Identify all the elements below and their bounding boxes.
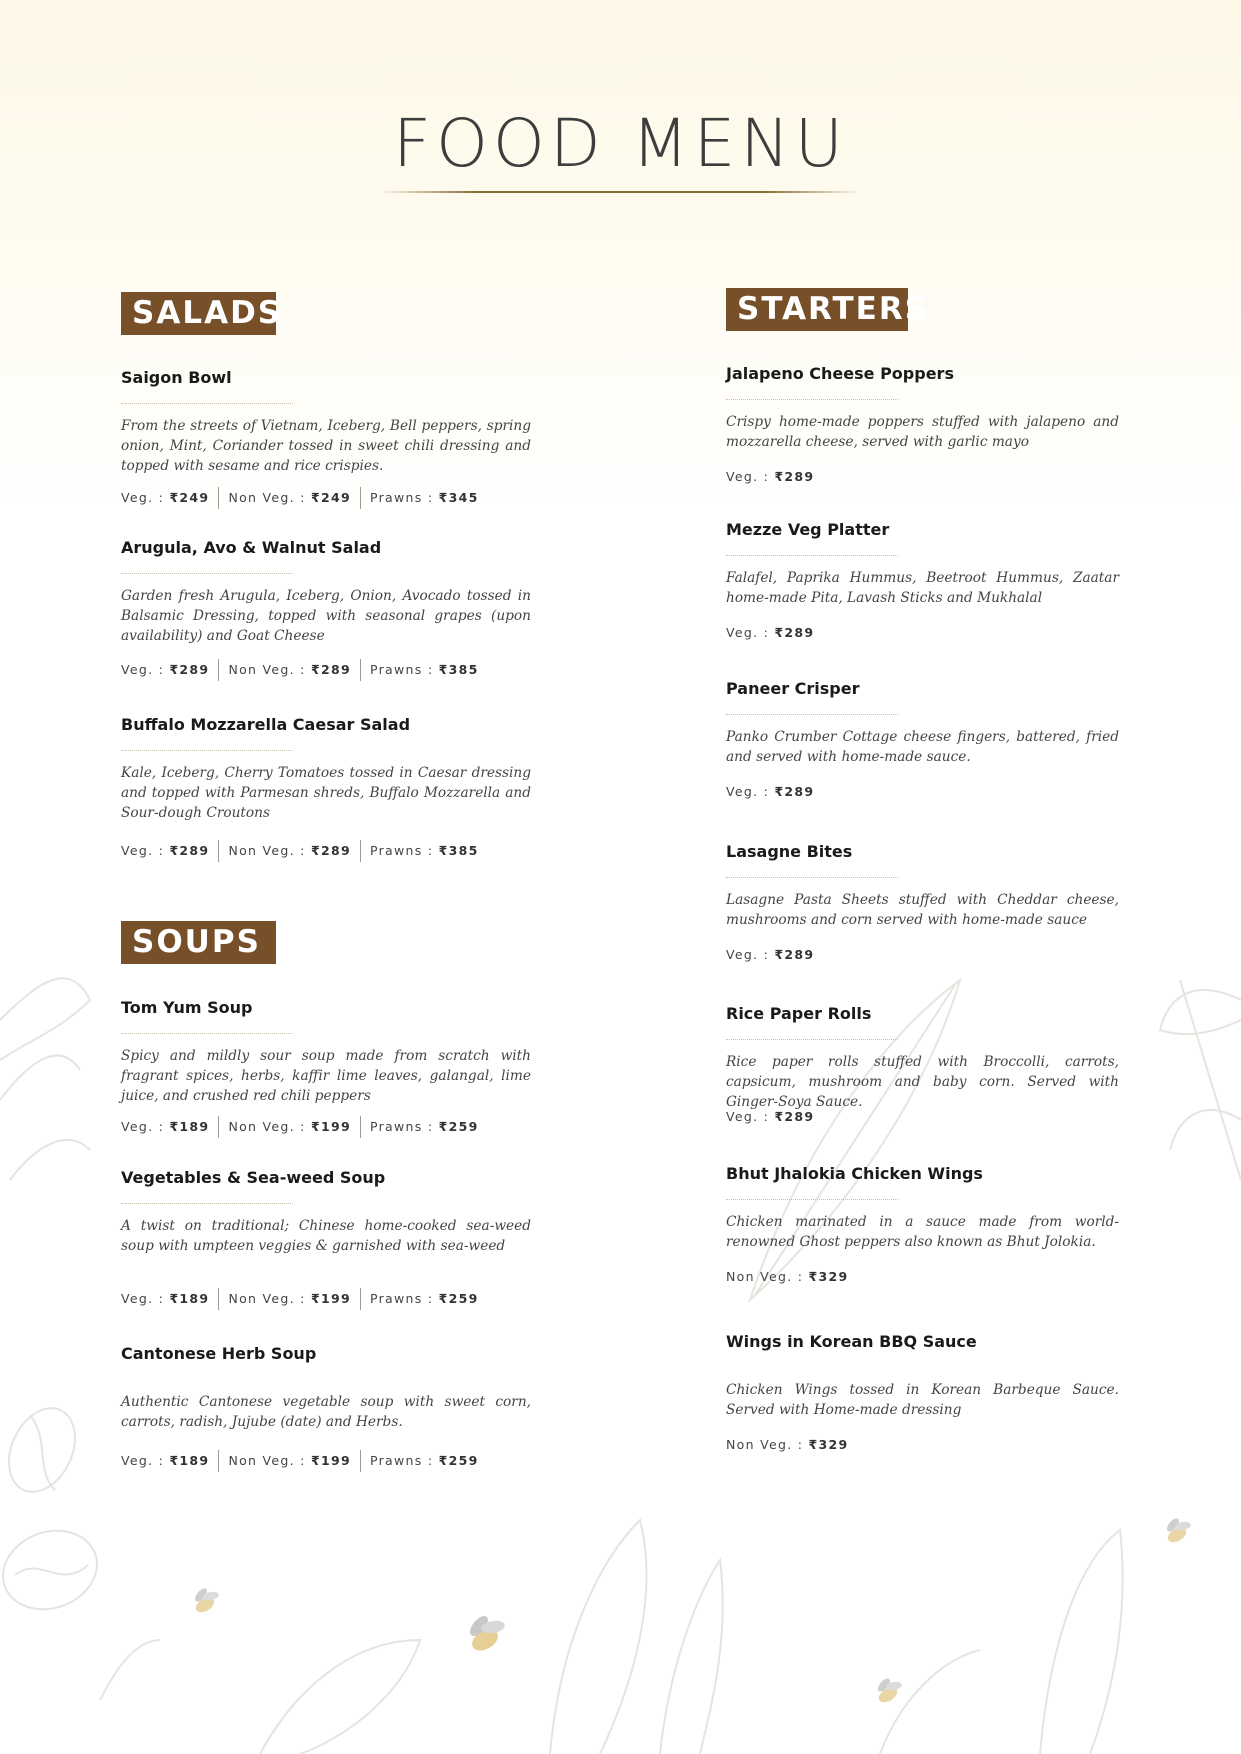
dotted-divider [726,555,898,556]
item-name: Saigon Bowl [121,368,232,387]
item-name: Wings in Korean BBQ Sauce [726,1332,977,1351]
item-name: Vegetables & Sea-weed Soup [121,1168,386,1187]
item-prices [726,1266,858,1288]
item-prices [121,840,488,862]
item-description: Chicken Wings tossed in Korean Barbeque Sauce. Served with Home-made dressing [726,1382,1119,1418]
item-description: Crispy home-made poppers stuffed with jalapeno and mozzarella cheese, served with garlic mayo [726,414,1119,450]
item-description: From the streets of Vietnam, Iceberg, Bell peppers, spring onion, Mint, Coriander tossed in sweet chili dressing and topped with sesame and rice crispies. [121,418,531,474]
item-description: Panko Crumber Cottage cheese fingers, battered, fried and served with home-made sauce. [726,729,1119,765]
item-prices [121,659,488,681]
price-non-veg: Non Veg. : ₹329 [726,1437,849,1452]
item-name: Bhut Jhalokia Chicken Wings [726,1164,983,1183]
item-name: Jalapeno Cheese Poppers [726,364,954,383]
item-description: Falafel, Paprika Hummus, Beetroot Hummus, Zaatar home-made Pita, Lavash Sticks and Mukhalal [726,570,1119,606]
price-veg: Veg. : ₹189 [121,1291,210,1306]
menu-item [121,1343,531,1432]
item-prices [726,1106,823,1128]
dotted-divider [121,1033,293,1034]
dotted-divider [121,1203,293,1204]
price-non-veg: Non Veg. : ₹199 [218,1288,360,1310]
item-description: Authentic Cantonese vegetable soup with sweet corn, carrots, radish, Jujube (date) and Herbs. [121,1394,531,1430]
coffee-bean-icon [0,1397,108,1622]
item-description: Chicken marinated in a sauce made from world-renowned Ghost peppers also known as Bhut Jolokia. [726,1214,1119,1250]
menu-item [121,997,531,1106]
price-non-veg: Non Veg. : ₹199 [218,1450,360,1472]
dotted-divider [726,877,898,878]
price-veg: Veg. : ₹289 [726,1109,815,1124]
item-description: A twist on traditional; Chinese home-cooked sea-weed soup with umpteen veggies & garnished with sea-weed [121,1218,531,1254]
menu-item [121,537,531,646]
menu-item [121,714,531,823]
menu-item [726,1331,1119,1420]
price-prawns: Prawns : ₹259 [360,1450,488,1472]
dotted-divider [121,403,293,404]
menu-item [726,1003,1119,1112]
leaf-icon [1160,980,1241,1180]
section-header-salads: SALADS [121,292,276,335]
menu-item [121,367,531,476]
price-prawns: Prawns : ₹345 [360,487,488,509]
item-name: Tom Yum Soup [121,998,253,1017]
price-veg: Veg. : ₹189 [121,1453,210,1468]
menu-item [726,678,1119,767]
menu-item [726,841,1119,930]
item-description: Spicy and mildly sour soup made from scratch with fragrant spices, herbs, kaffir lime leaves, galangal, lime juice, and crushed red chili peppers [121,1048,531,1104]
section-header-soups: SOUPS [121,921,276,964]
item-prices [726,781,823,803]
item-description: Lasagne Pasta Sheets stuffed with Cheddar cheese, mushrooms and corn served with home-made sauce [726,892,1119,928]
item-name: Lasagne Bites [726,842,853,861]
menu-item [121,1167,531,1256]
section-header-starters: STARTERS [726,288,908,331]
price-veg: Veg. : ₹289 [121,843,210,858]
dotted-divider [726,1039,898,1040]
price-veg: Veg. : ₹289 [726,625,815,640]
left-column [121,0,531,1754]
price-veg: Veg. : ₹289 [121,662,210,677]
page-title: FOOD MENU [393,105,848,182]
item-prices [726,1434,858,1456]
price-non-veg: Non Veg. : ₹199 [218,1116,360,1138]
item-description: Kale, Iceberg, Cherry Tomatoes tossed in Caesar dressing and topped with Parmesan shreds, Buffalo Mozzarella and Sour-dough Croutons [121,765,531,821]
item-description: Garden fresh Arugula, Iceberg, Onion, Avocado tossed in Balsamic Dressing, topped with seasonal grapes (upon availability) and Goat Cheese [121,588,531,644]
item-name: Rice Paper Rolls [726,1004,872,1023]
leaf-icon [0,978,90,1180]
item-name: Buffalo Mozzarella Caesar Salad [121,715,411,734]
item-prices [121,1288,488,1310]
item-prices [726,466,823,488]
bee-icon [1165,1516,1192,1545]
price-non-veg: Non Veg. : ₹329 [726,1269,849,1284]
price-veg: Veg. : ₹289 [726,469,815,484]
item-description: Rice paper rolls stuffed with Broccolli, carrots, capsicum, mushroom and baby corn. Served with Ginger-Soya Sauce. [726,1054,1119,1110]
menu-item [726,1163,1119,1252]
dotted-divider [121,573,293,574]
item-prices [726,622,823,644]
right-column [726,0,1119,1754]
dotted-divider [726,399,898,400]
price-veg: Veg. : ₹289 [726,947,815,962]
item-name: Cantonese Herb Soup [121,1344,317,1363]
price-veg: Veg. : ₹189 [121,1119,210,1134]
price-veg: Veg. : ₹289 [726,784,815,799]
dotted-divider [726,714,898,715]
item-prices [121,1116,488,1138]
menu-item [726,363,1119,452]
item-prices [121,487,488,509]
item-name: Arugula, Avo & Walnut Salad [121,538,382,557]
item-prices [121,1450,488,1472]
dotted-divider [726,1199,898,1200]
price-non-veg: Non Veg. : ₹289 [218,840,360,862]
price-prawns: Prawns : ₹259 [360,1116,488,1138]
price-prawns: Prawns : ₹259 [360,1288,488,1310]
item-name: Mezze Veg Platter [726,520,890,539]
price-prawns: Prawns : ₹385 [360,840,488,862]
menu-item [726,519,1119,608]
price-prawns: Prawns : ₹385 [360,659,488,681]
item-prices [726,944,823,966]
price-non-veg: Non Veg. : ₹289 [218,659,360,681]
price-veg: Veg. : ₹249 [121,490,210,505]
price-non-veg: Non Veg. : ₹249 [218,487,360,509]
dotted-divider [121,750,293,751]
item-name: Paneer Crisper [726,679,860,698]
